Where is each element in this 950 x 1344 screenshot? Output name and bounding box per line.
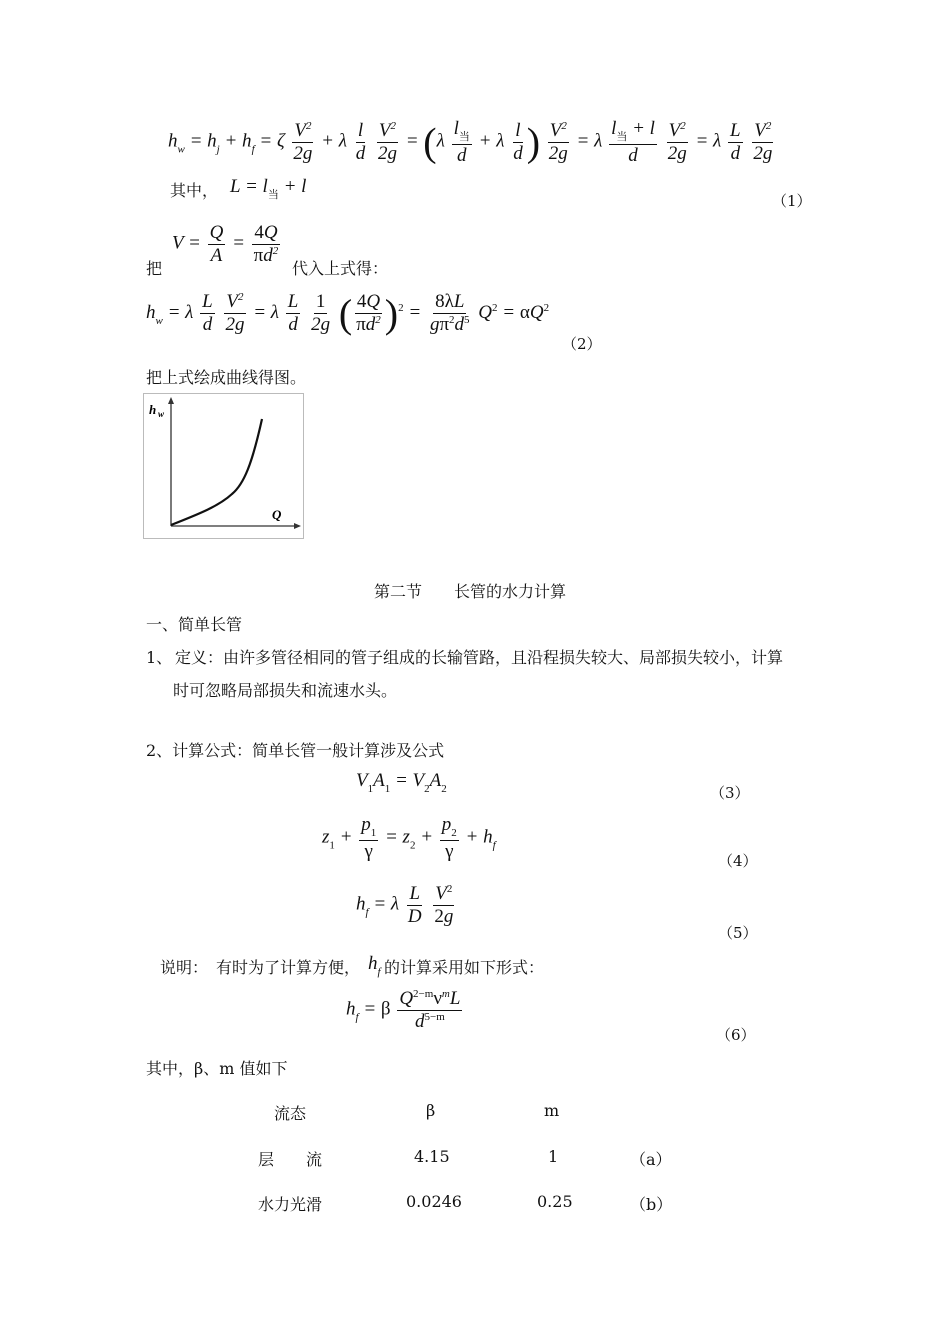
section-title: 第二节 长管的水力计算 (374, 582, 567, 601)
table-row-smooth-tag: （b） (630, 1195, 673, 1214)
equation-6: $h_f = \beta$ $\frac{Q^{2-m}\nu^mL}{d^{5-m}}$ (346, 988, 461, 1032)
eq1-where-label: 其中， (170, 181, 219, 200)
hw-q-curve (171, 419, 262, 525)
y-axis-arrow-icon (168, 397, 174, 404)
eq5-number: （5） (718, 924, 758, 942)
equation-1: $h_w = h_j + h_f = \zeta$ $\frac{V^2}{2g}$ + λ $\frac{l}{d}$ $\frac{V^2}{2g}$ = (λ $\frac{l_当}{d}$ + λ $\frac{l}{d}$ ) $\frac{V^2}{2g}$ = λ $\frac{l_当 + l}{d}$ $\frac{V^2}{2g}$ = λ $\frac{L}{d}$ $\frac{V^2}{2g}$ (168, 118, 773, 166)
y-axis-label-sub: w (158, 409, 165, 419)
heading-simple-long-pipe: 一、简单长管 (146, 615, 243, 634)
table-row-laminar-regime: 层 流 (258, 1150, 323, 1169)
y-axis-label: h (149, 402, 157, 417)
beta-m-intro: 其中，β、m 值如下 (146, 1059, 288, 1078)
eq1-number: （1） (772, 192, 812, 210)
table-row-laminar-beta: 4.15 (414, 1147, 450, 1166)
eq2-number: （2） (562, 335, 602, 353)
note-symbol: $h_f$ (368, 953, 381, 978)
hw-q-curve-svg (144, 394, 303, 538)
eq3-number: （3） (710, 784, 750, 802)
table-row-laminar-tag: （a） (630, 1150, 672, 1169)
item-1-line2: 时可忽略局部损失和流速水头。 (173, 681, 398, 700)
total-length-definition: $L = l_当 + l$ (230, 176, 307, 201)
item-2: 2、计算公式：简单长管一般计算涉及公式 (146, 741, 445, 760)
velocity-expression: V = $\frac{Q}{A}$ = $\frac{4Q}{\pi d^2}$ (172, 222, 279, 266)
table-header-regime: 流态 (274, 1104, 307, 1123)
table-row-smooth-m: 0.25 (537, 1192, 573, 1211)
note-suffix: 的计算采用如下形式： (384, 958, 545, 977)
eq4-number: （4） (718, 852, 758, 870)
table-row-laminar-m: 1 (548, 1147, 559, 1166)
plot-sentence: 把上式绘成曲线得图。 (146, 368, 307, 387)
x-axis-arrow-icon (294, 523, 301, 529)
table-header-m: m (544, 1101, 560, 1120)
table-row-smooth-beta: 0.0246 (406, 1192, 462, 1211)
item-1-line1: 定义：由许多管径相同的管子组成的长输管路，且沿程损失较大、局部损失较小，计算 (175, 648, 784, 667)
eq6-number: （6） (716, 1026, 756, 1044)
substitution-suffix: 代入上式得： (292, 259, 389, 278)
equation-5: $h_f = \lambda$ $\frac{L}{D}$ $\frac{V^2}{2g}$ (356, 883, 454, 927)
hw-q-curve-figure (143, 393, 304, 539)
equation-4: $z_1$ + $\frac{p_1}{\gamma}$ = $z_2$ + $\frac{p_2}{\gamma}$ + $h_f$ (322, 814, 496, 862)
equation-3: $V_1A_1 = V_2A_2$ (356, 770, 447, 795)
substitution-prefix: 把 (146, 259, 163, 278)
table-row-smooth-regime: 水力光滑 (258, 1195, 323, 1214)
item-1-number: 1、 (146, 648, 173, 667)
equation-2: $h_w = \lambda$ $\frac{L}{d}$ $\frac{V^2}{2g}$ = λ $\frac{L}{d}$ $\frac{1}{2g}$ ( $\frac{4Q}{\pi d^2}$ )$^2$ = $\frac{8\lambda L}{g\pi^2d^5}$ $Q^2 = \alpha Q^2$ (146, 291, 550, 336)
x-axis-label: Q (272, 507, 282, 522)
table-header-beta: β (426, 1101, 436, 1120)
note-prefix: 说明： 有时为了计算方便， (160, 958, 361, 977)
